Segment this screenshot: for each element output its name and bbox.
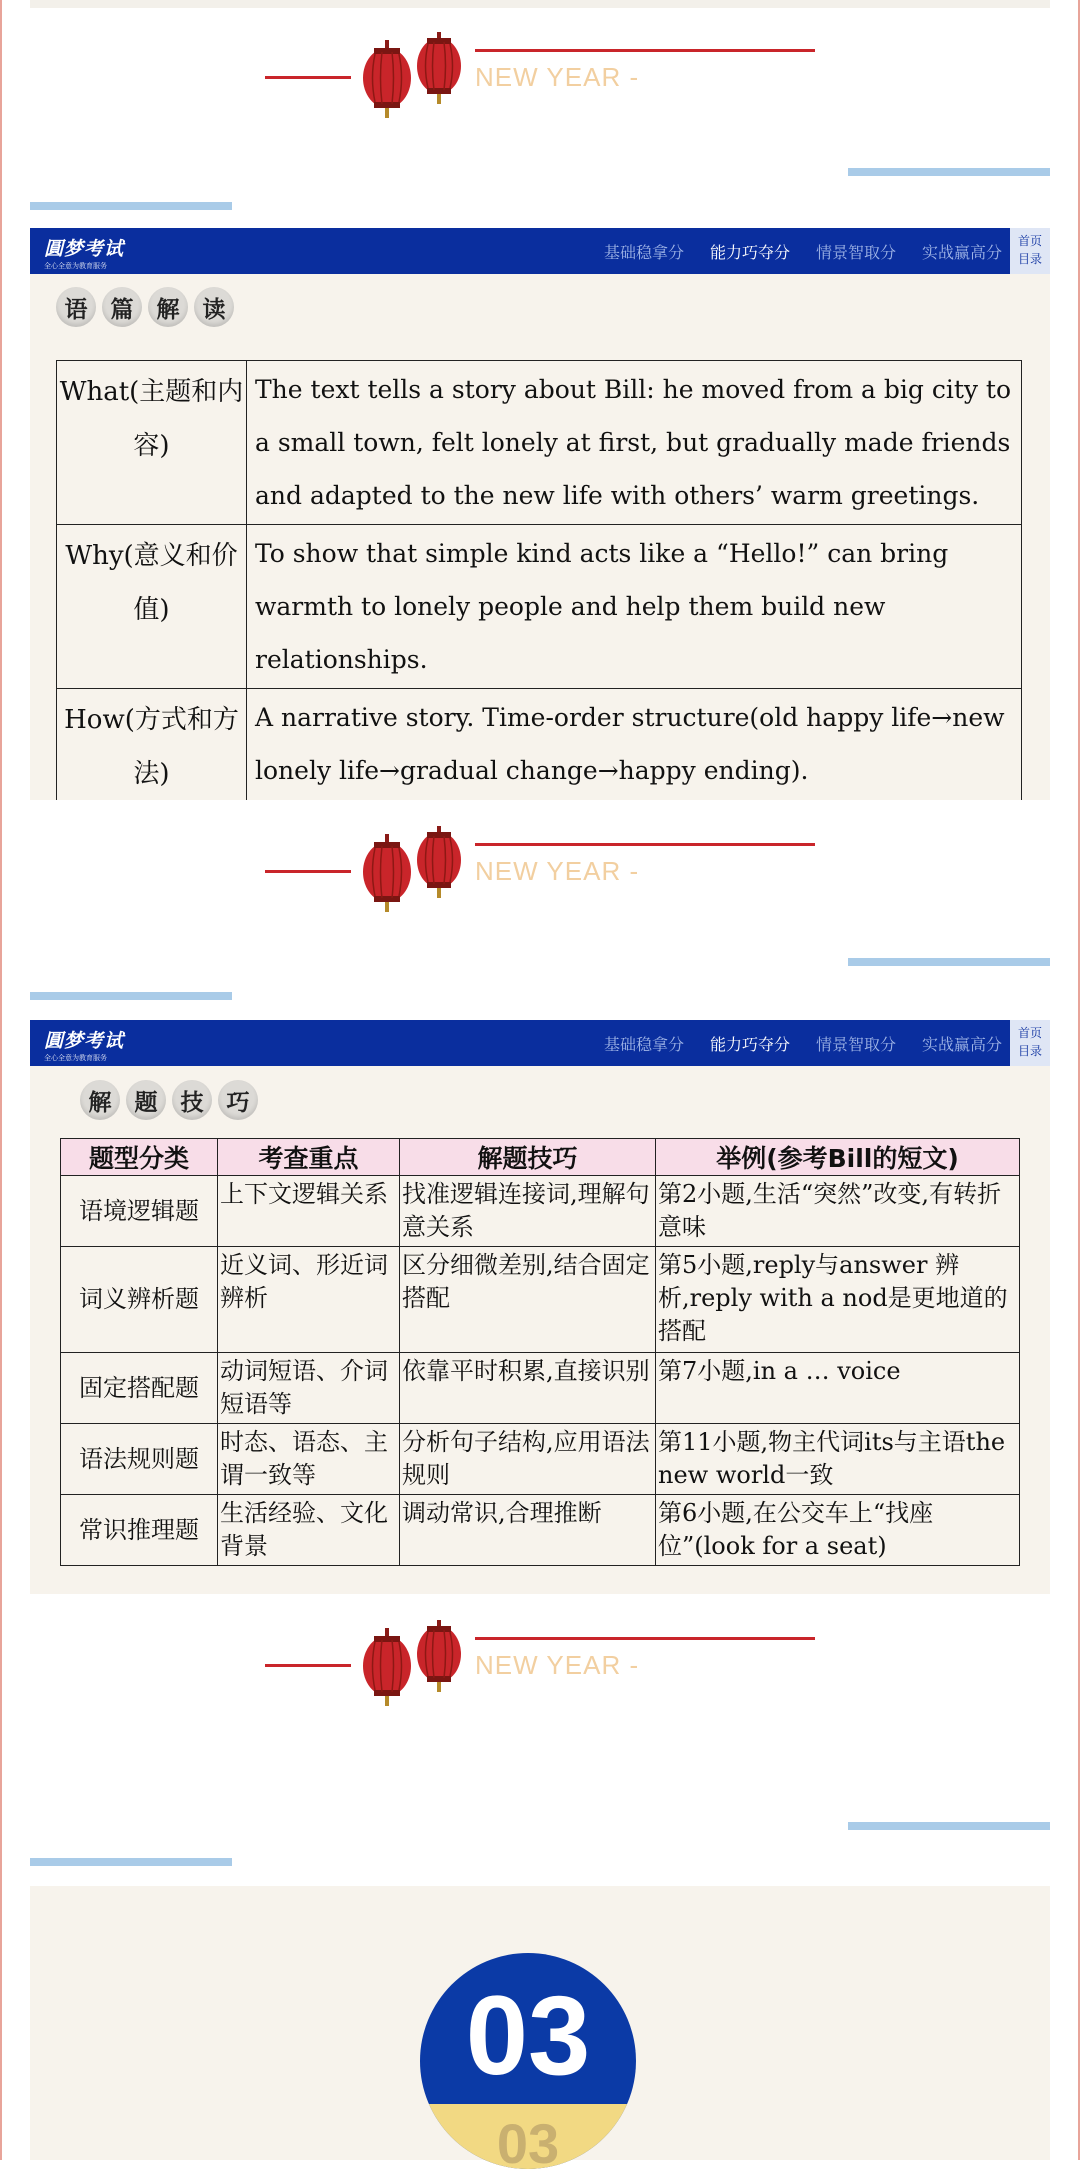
row-key: What(主题和内容)	[57, 361, 247, 525]
row-key: Why(意义和价值)	[57, 525, 247, 689]
cell-example: 第11小题,物主代词its与主语the new world一致	[656, 1424, 1020, 1495]
accent-bar-left	[30, 1858, 232, 1866]
cell-focus: 时态、语态、主谓一致等	[218, 1424, 400, 1495]
lantern-divider	[0, 32, 1080, 142]
section-number-badge	[420, 1953, 636, 2169]
accent-bar-left	[30, 202, 232, 210]
table-row	[57, 525, 1022, 689]
nav-item-basic[interactable]: 基础稳拿分	[603, 243, 684, 262]
nav-item-practice[interactable]: 实战赢高分	[921, 1035, 1002, 1054]
divider-text: NEW YEAR -	[475, 856, 640, 886]
nav-item-ability[interactable]: 能力巧夺分	[709, 1035, 790, 1054]
nav-item-scenario[interactable]: 情景智取分	[815, 243, 896, 262]
nav-item-practice[interactable]: 实战赢高分	[921, 243, 1002, 262]
previous-slide-edge	[30, 0, 1050, 8]
slide-header	[30, 1020, 1050, 1066]
accent-bar-right	[848, 1822, 1050, 1830]
title-badge: 巧	[218, 1080, 258, 1120]
table-row	[61, 1495, 1020, 1566]
cell-technique: 找准逻辑连接词,理解句意关系	[400, 1176, 656, 1247]
table-header-row	[61, 1139, 1020, 1176]
cell-technique: 分析句子结构,应用语法规则	[400, 1424, 656, 1495]
slide-text-analysis	[30, 228, 1050, 800]
column-header: 题型分类	[61, 1139, 218, 1176]
section-number: 03	[465, 1973, 591, 2098]
logo: 圓梦考试 全心全意为教育服务	[44, 1030, 125, 1062]
nav-item-scenario[interactable]: 情景智取分	[815, 1035, 896, 1054]
lantern-icon	[362, 826, 468, 916]
lantern-divider	[0, 826, 1080, 936]
slide-solving-skills	[30, 1020, 1050, 1594]
table-row	[61, 1353, 1020, 1424]
cell-focus: 生活经验、文化背景	[218, 1495, 400, 1566]
cell-focus: 动词短语、介词短语等	[218, 1353, 400, 1424]
divider-line-left	[265, 76, 351, 79]
table-row	[57, 361, 1022, 525]
cell-focus: 上下文逻辑关系	[218, 1176, 400, 1247]
corner-menu[interactable]: 首页 目录	[1010, 228, 1050, 274]
cell-example: 第2小题,生活“突然”改变,有转折意味	[656, 1176, 1020, 1247]
row-value: A narrative story. Time-order structure(old happy life→new lonely life→gradual change→happy ending).	[247, 689, 1022, 801]
slide-header	[30, 228, 1050, 274]
divider-line-right	[475, 1637, 815, 1640]
cell-type: 常识推理题	[61, 1495, 218, 1566]
title-badge: 语	[56, 287, 96, 327]
title-badge: 篇	[102, 287, 142, 327]
section-title-badges	[56, 287, 234, 327]
cell-example: 第7小题,in a … voice	[656, 1353, 1020, 1424]
row-value: The text tells a story about Bill: he moved from a big city to a small town, felt lonely at first, but gradually made friends and adapted to the new life with others’ warm greetings.	[247, 361, 1022, 525]
page-edge-left	[0, 0, 2, 2160]
table-row	[61, 1247, 1020, 1353]
cell-example: 第6小题,在公交车上“找座位”(look for a seat)	[656, 1495, 1020, 1566]
section-title-badges	[80, 1080, 258, 1120]
analysis-table	[56, 360, 1022, 800]
corner-menu[interactable]: 首页 目录	[1010, 1020, 1050, 1066]
divider-text: NEW YEAR -	[475, 1650, 640, 1680]
cell-technique: 调动常识,合理推断	[400, 1495, 656, 1566]
cell-type: 固定搭配题	[61, 1353, 218, 1424]
cell-focus: 近义词、形近词辨析	[218, 1247, 400, 1353]
accent-bar-right	[848, 958, 1050, 966]
cell-type: 语境逻辑题	[61, 1176, 218, 1247]
skills-table	[60, 1138, 1020, 1566]
slide-nav	[604, 240, 1002, 263]
lantern-icon	[362, 1620, 468, 1710]
accent-bar-right	[848, 168, 1050, 176]
table-row	[57, 689, 1022, 801]
cell-example: 第5小题,reply与answer 辨析,reply with a nod是更地道的搭配	[656, 1247, 1020, 1353]
nav-item-basic[interactable]: 基础稳拿分	[603, 1035, 684, 1054]
column-header: 考查重点	[218, 1139, 400, 1176]
divider-line-left	[265, 870, 351, 873]
title-badge: 解	[148, 287, 188, 327]
accent-bar-left	[30, 992, 232, 1000]
cell-technique: 区分细微差别,结合固定搭配	[400, 1247, 656, 1353]
title-badge: 题	[126, 1080, 166, 1120]
divider-text: NEW YEAR -	[475, 62, 640, 92]
table-row	[61, 1424, 1020, 1495]
logo: 圓梦考试 全心全意为教育服务	[44, 238, 125, 270]
row-key: How(方式和方法)	[57, 689, 247, 801]
lantern-divider	[0, 1620, 1080, 1730]
title-badge: 技	[172, 1080, 212, 1120]
slide-nav	[604, 1032, 1002, 1055]
row-value: To show that simple kind acts like a “Hello!” can bring warmth to lonely people and help them build new relationships.	[247, 525, 1022, 689]
column-header: 举例(参考Bill的短文)	[656, 1139, 1020, 1176]
title-badge: 读	[194, 287, 234, 327]
lantern-icon	[362, 32, 468, 122]
divider-line-right	[475, 49, 815, 52]
cell-technique: 依靠平时积累,直接识别	[400, 1353, 656, 1424]
cell-type: 词义辨析题	[61, 1247, 218, 1353]
divider-line-left	[265, 1664, 351, 1667]
nav-item-ability[interactable]: 能力巧夺分	[709, 243, 790, 262]
cell-type: 语法规则题	[61, 1424, 218, 1495]
column-header: 解题技巧	[400, 1139, 656, 1176]
section-number-reflection: 03	[496, 2112, 560, 2169]
table-row	[61, 1176, 1020, 1247]
title-badge: 解	[80, 1080, 120, 1120]
divider-line-right	[475, 843, 815, 846]
